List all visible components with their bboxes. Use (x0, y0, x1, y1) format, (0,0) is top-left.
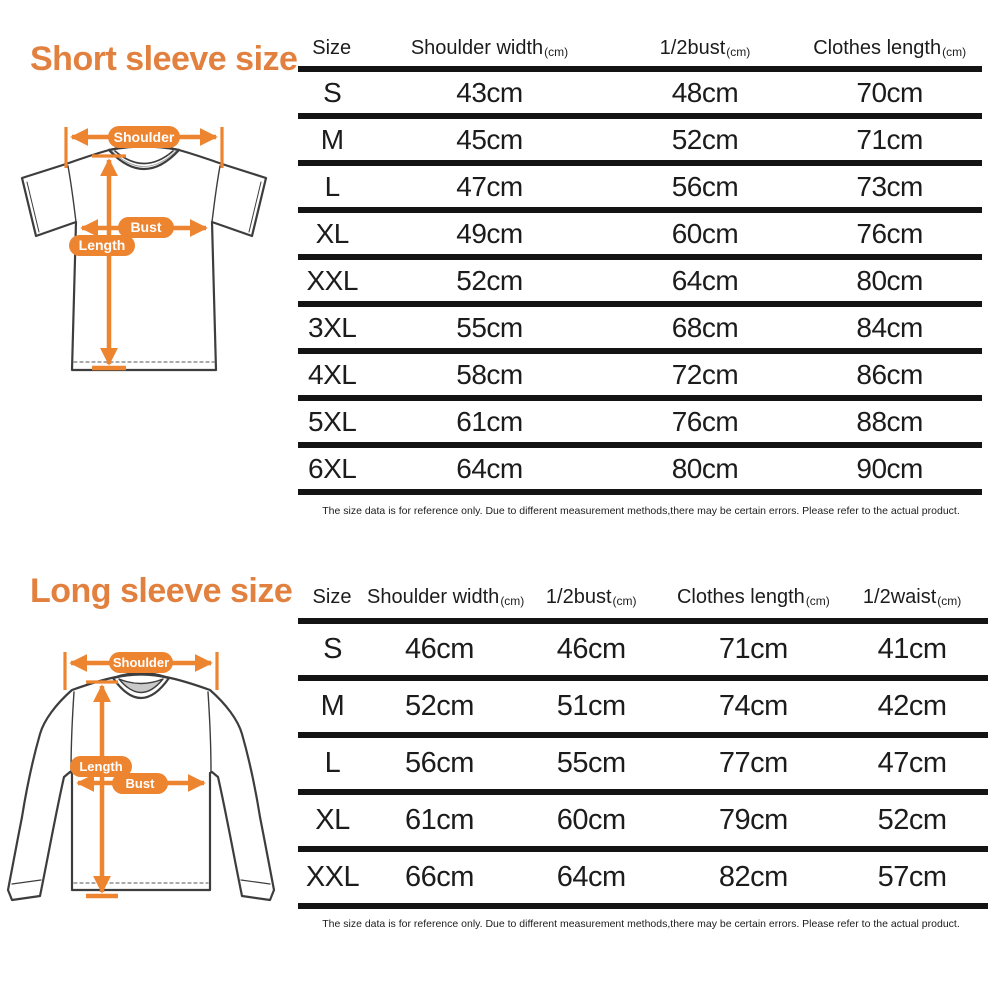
column-unit: (cm) (544, 44, 569, 59)
bust-label: Bust (130, 219, 162, 235)
size-cell: L (298, 735, 367, 792)
long-sleeve-disclaimer: The size data is for reference only. Due to different measurement methods,there may be certain errors. Please refer to the actual product. (322, 918, 960, 930)
value-cell: 49cm (366, 210, 612, 257)
column-unit: (cm) (942, 44, 967, 59)
table-row-l (298, 735, 988, 792)
value-cell: 42cm (836, 678, 988, 735)
column-label: 1/2bust (545, 585, 612, 608)
value-cell: 60cm (512, 792, 671, 849)
column-unit: (cm) (937, 593, 962, 608)
value-cell: 64cm (512, 849, 671, 906)
value-cell: 64cm (613, 257, 798, 304)
value-cell: 47cm (366, 163, 612, 210)
column-label: Size (312, 585, 352, 608)
table-row-m (298, 116, 982, 163)
value-cell: 88cm (797, 398, 982, 445)
value-cell: 58cm (366, 351, 612, 398)
table-row-l (298, 163, 982, 210)
column-label: Shoulder width (367, 585, 500, 608)
value-cell: 52cm (613, 116, 798, 163)
tshirt-outline-icon (22, 147, 266, 371)
size-cell: M (298, 678, 367, 735)
header-row (298, 576, 988, 621)
size-cell: S (298, 621, 367, 678)
table-row-xl (298, 792, 988, 849)
size-cell: XXL (298, 257, 366, 304)
size-cell: 5XL (298, 398, 366, 445)
value-cell: 80cm (613, 445, 798, 492)
value-cell: 68cm (613, 304, 798, 351)
value-cell: 57cm (836, 849, 988, 906)
column-header-1-2waist (836, 576, 988, 621)
column-header-clothes-length (671, 576, 837, 621)
short-sleeve-diagram (14, 118, 296, 410)
column-header-shoulder-width (366, 30, 612, 69)
size-cell: M (298, 116, 366, 163)
shoulder-label: Shoulder (113, 129, 175, 145)
short-sleeve-disclaimer: The size data is for reference only. Due to different measurement methods,there may be certain errors. Please refer to the actual product. (322, 505, 960, 517)
size-cell: XXL (298, 849, 367, 906)
value-cell: 71cm (671, 621, 837, 678)
table-row-6xl (298, 445, 982, 492)
table-row-5xl (298, 398, 982, 445)
column-label: 1/2bust (659, 36, 726, 59)
value-cell: 61cm (367, 792, 512, 849)
size-cell: 3XL (298, 304, 366, 351)
value-cell: 80cm (797, 257, 982, 304)
value-cell: 86cm (797, 351, 982, 398)
value-cell: 43cm (366, 69, 612, 116)
value-cell: 77cm (671, 735, 837, 792)
column-header-clothes-length (797, 30, 982, 69)
value-cell: 52cm (367, 678, 512, 735)
table-row-xl (298, 210, 982, 257)
value-cell: 55cm (512, 735, 671, 792)
value-cell: 52cm (836, 792, 988, 849)
column-header-size (298, 30, 366, 69)
value-cell: 79cm (671, 792, 837, 849)
long-sleeve-size-table (298, 576, 988, 909)
short-sleeve-title: Short sleeve size (30, 40, 298, 78)
value-cell: 60cm (613, 210, 798, 257)
short-sleeve-size-table (298, 30, 982, 495)
table-row-xxl (298, 257, 982, 304)
value-cell: 82cm (671, 849, 837, 906)
long-sleeve-diagram (6, 642, 290, 934)
table-row-4xl (298, 351, 982, 398)
column-label: Clothes length (813, 36, 942, 59)
value-cell: 47cm (836, 735, 988, 792)
column-unit: (cm) (500, 593, 525, 608)
value-cell: 51cm (512, 678, 671, 735)
value-cell: 46cm (512, 621, 671, 678)
long-sleeve-title: Long sleeve size (30, 572, 293, 610)
column-label: 1/2waist (862, 585, 937, 608)
column-unit: (cm) (612, 593, 637, 608)
value-cell: 61cm (366, 398, 612, 445)
size-cell: S (298, 69, 366, 116)
size-cell: XL (298, 792, 367, 849)
table-row-xxl (298, 849, 988, 906)
table-row-s (298, 69, 982, 116)
length-label: Length (78, 237, 126, 253)
column-unit: (cm) (805, 593, 830, 608)
size-cell: L (298, 163, 366, 210)
value-cell: 64cm (366, 445, 612, 492)
size-cell: 6XL (298, 445, 366, 492)
column-label: Clothes length (676, 585, 805, 608)
table-row-s (298, 621, 988, 678)
column-header-size (298, 576, 367, 621)
value-cell: 46cm (367, 621, 512, 678)
value-cell: 74cm (671, 678, 837, 735)
value-cell: 41cm (836, 621, 988, 678)
column-header-shoulder-width (367, 576, 525, 621)
value-cell: 76cm (797, 210, 982, 257)
value-cell: 66cm (367, 849, 512, 906)
value-cell: 56cm (613, 163, 798, 210)
value-cell: 55cm (366, 304, 612, 351)
length-label: Length (79, 759, 123, 774)
value-cell: 76cm (613, 398, 798, 445)
table-row-3xl (298, 304, 982, 351)
value-cell: 48cm (613, 69, 798, 116)
value-cell: 84cm (797, 304, 982, 351)
size-cell: 4XL (298, 351, 366, 398)
column-header-1-2bust (512, 576, 671, 621)
value-cell: 56cm (367, 735, 512, 792)
value-cell: 45cm (366, 116, 612, 163)
column-label: Shoulder width (410, 36, 544, 59)
value-cell: 72cm (613, 351, 798, 398)
table-row-m (298, 678, 988, 735)
column-header-1-2bust (613, 30, 798, 69)
value-cell: 90cm (797, 445, 982, 492)
column-label: Size (312, 36, 352, 59)
column-unit: (cm) (726, 44, 751, 59)
value-cell: 52cm (366, 257, 612, 304)
header-row (298, 30, 982, 69)
value-cell: 73cm (797, 163, 982, 210)
shoulder-label: Shoulder (112, 655, 170, 670)
size-cell: XL (298, 210, 366, 257)
value-cell: 71cm (797, 116, 982, 163)
value-cell: 70cm (797, 69, 982, 116)
bust-label: Bust (125, 776, 155, 791)
